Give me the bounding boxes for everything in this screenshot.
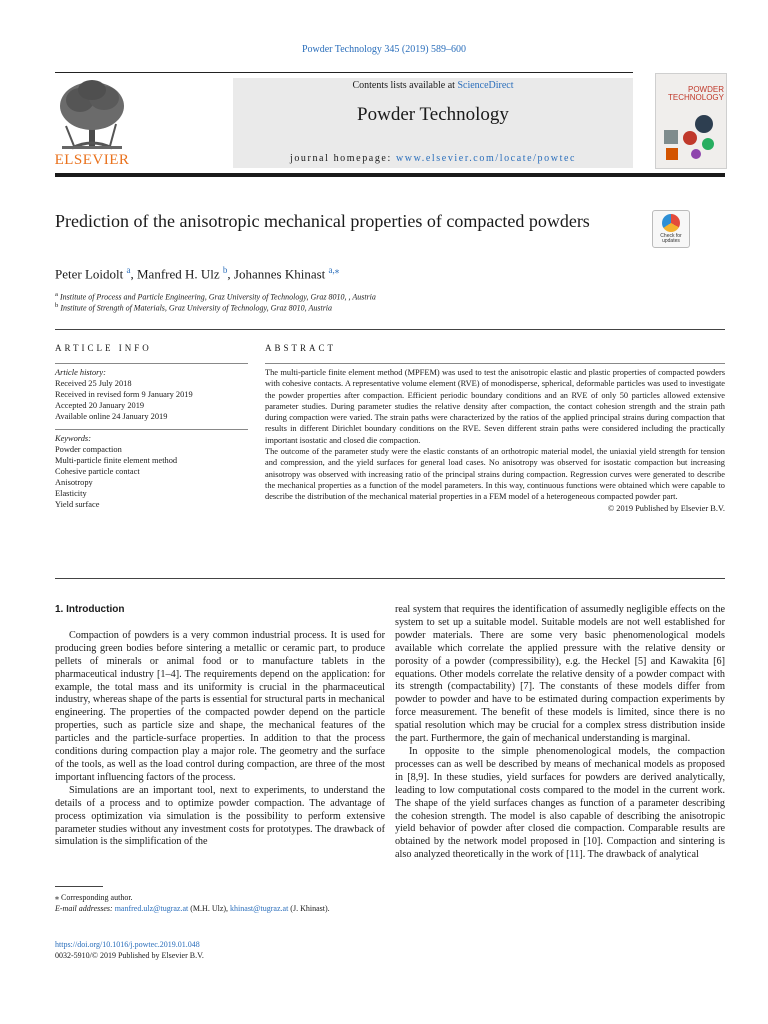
- article-title: Prediction of the anisotropic mechanical properties of compacted powders: [55, 211, 590, 231]
- crossmark-icon: [662, 214, 680, 232]
- author-list: Peter Loidolt $^a$, Manfred H. Ulz $^b$, Johannes Khinast $^{a,⁎}$: [55, 265, 340, 282]
- author-name[interactable]: Manfred H. Ulz: [137, 266, 220, 282]
- keyword: Anisotropy: [55, 478, 93, 487]
- elsevier-wordmark: ELSEVIER: [54, 152, 130, 168]
- contents-line: [233, 80, 633, 91]
- email-link[interactable]: manfred.ulz@tugraz.at: [114, 904, 189, 913]
- body-paragraph: In opposite to the simple phenomenological models, the compaction processes can as well be described by means of mechanical models as proposed in [8,9]. In these studies, yield surfaces for powders are derived analytically, leading to low computational costs compared to the model in the current work. The shape of the yield surfaces changes as function of a parameter describing the cohesion strength. The model is also capable of describing the anisotropic yield behavior of powder after closed die compaction. Comparable results are obtained by the network model proposed in [10]. Compaction and sintering is also analyzed theoretically in the work of [11]. The drawback of analytical: [395, 745, 725, 861]
- email-owner: (J. Khinast).: [288, 904, 330, 913]
- author-affil-sup[interactable]: b: [222, 265, 228, 275]
- keywords: [55, 433, 235, 510]
- body-top-rule: [55, 578, 725, 579]
- keywords-label: Keywords:: [55, 434, 91, 443]
- email-line: [55, 903, 395, 914]
- article-history: [55, 367, 235, 422]
- keyword: Powder compaction: [55, 445, 122, 454]
- abstract-heading: ABSTRACT: [265, 343, 337, 353]
- cover-art-icon: [656, 74, 726, 168]
- email-label: E-mail addresses:: [55, 904, 115, 913]
- history-item: Available online 24 January 2019: [55, 412, 168, 421]
- abstract-paragraph: The outcome of the parameter study were the elastic constants of an orthotropic material model, the uniaxial yield strength for tension and compression, and the yield surfaces for general load cases. No anisotropy was observed for isostatic compaction but increasing anisotropy was observed with increasing ratio of the principal strains during compaction. Regression curves were generated to describe the mechanical properties as a function of the model parameters. In this way, continuous functions were obtained which were capable to describe the distribution of the mechanical material properties in a FEM model of a heterogeneous compacted powder part.: [265, 447, 725, 502]
- journal-homepage: [233, 153, 633, 164]
- check-for-updates-button[interactable]: [652, 210, 690, 248]
- footnote-rule: [55, 886, 103, 887]
- author-affil-sup[interactable]: a,⁎: [328, 265, 340, 275]
- issn-line: 0032-5910/© 2019 Published by Elsevier B.V.: [55, 951, 204, 960]
- keyword: Cohesive particle contact: [55, 467, 140, 476]
- author-affil-sup[interactable]: a: [126, 265, 131, 275]
- history-label: Article history:: [55, 368, 106, 377]
- journal-reference[interactable]: Powder Technology 345 (2019) 589–600: [301, 44, 467, 55]
- author-name[interactable]: Peter Loidolt: [55, 266, 124, 282]
- history-item: Received 25 July 2018: [55, 379, 132, 388]
- keywords-rule: [55, 429, 248, 430]
- header-bottom-rule: [55, 173, 725, 177]
- section-heading-introduction: 1. Introduction: [55, 604, 125, 615]
- affiliation-sup: b: [55, 302, 59, 309]
- author-name[interactable]: Johannes Khinast: [233, 266, 326, 282]
- affiliation: [55, 302, 655, 313]
- history-item: Accepted 20 January 2019: [55, 401, 145, 410]
- email-owner: (M.H. Ulz),: [188, 904, 231, 913]
- section-rule: [55, 329, 725, 330]
- body-paragraph: Simulations are an important tool, next to experiments, to understand the details of a process and to optimize powder compaction. The advantage of process optimization via simulation is the possibility to perform extensive parameter studies without any investment costs for prototypes. The drawback of simulation is the simplification of the: [55, 784, 385, 848]
- header-top-rule: [55, 72, 633, 73]
- doi-link[interactable]: https://doi.org/10.1016/j.powtec.2019.01.048: [55, 940, 200, 949]
- journal-title[interactable]: Powder Technology: [357, 104, 509, 125]
- elsevier-logo[interactable]: [52, 76, 132, 168]
- corresponding-author-note: ⁎ Corresponding author.: [55, 893, 133, 902]
- check-for-updates-label: [653, 234, 689, 244]
- homepage-prefix: journal homepage:: [289, 153, 396, 164]
- article-info-rule: [55, 363, 248, 364]
- article-info-heading: ARTICLE INFO: [55, 343, 152, 353]
- body-paragraph: Compaction of powders is a very common industrial process. It is used for producing green bodies before sintering a metallic or ceramic part, to produce pellets of minerals or animal food or to manufacture tablets in the pharmaceutical industry [1–4]. The requirements depend on the application: for example, the total mass and its uniformity is crucial in the pharmaceutical industry, whereas shape of the parts is essential for structural parts in mechanical engineering. The properties of the compacted powder depend on the particle properties, such as particle size and shape, the mechanical features of the particles and the particle-surface properties. In addition to that the process conditions during compaction play a major role. The geometry and the surface of the tools, as well as the load control during compaction, are three of the most important influencing factors of the process.: [55, 629, 385, 783]
- abstract-copyright: © 2019 Published by Elsevier B.V.: [607, 503, 725, 513]
- doi-block: [55, 939, 395, 961]
- abstract-paragraph: The multi-particle finite element method (MPFEM) was used to test the anisotropic elastic and plastic properties of compacted powders with cohesive contacts. A representative volume element (RVE) of monodisperse, spherical, deformable particles was used to investigate the powder properties after compaction. Efficient periodic boundary conditions and an RVE of only 50 particles allowed extensive parameter studies. During parameter studies the relative density after compaction, the contact cohesion strength and the strain path during compaction were varied. The strain paths were characterized by the ratios of the applied principal strains during compaction that results in different Dirichlet boundary conditions on the RVE. Seven different strain paths were considered including the practically important isostatic and closed die compaction.: [265, 368, 725, 445]
- homepage-link[interactable]: www.elsevier.com/locate/powtec: [395, 153, 577, 164]
- affiliation-text: Institute of Strength of Materials, Graz University of Technology, Graz 8010, Austria: [60, 303, 333, 313]
- contents-prefix: Contents lists available at: [352, 80, 458, 91]
- keyword: Elasticity: [55, 489, 87, 498]
- body-right-column: [395, 604, 725, 862]
- body-paragraph: real system that requires the identification of assumedly negligible effects on the system to set up a suitable model. Suitable models are not well established for powder materials. There are some very basic phenomenological models available which correlate the applied pressure with the relative density or porosity of a powder (compressibility), e.g. the Heckel [5] and Kawakita [6] equations. Other models correlate the relative density of a powder compact with its strength (compactability) [7]. The constants of these models differ from powder to powder and have to be estimated during compaction experiments by force measurement. The benefit of these models is limited, since there is no spatial resolution which may be crucial for a complex stress distribution inside the part. Furthermore, the gain of mechanical understanding is marginal.: [395, 604, 725, 745]
- keyword: Multi-particle finite element method: [55, 456, 178, 465]
- keyword: Yield surface: [55, 500, 100, 509]
- cover-title-line1: POWDER: [688, 85, 724, 94]
- sciencedirect-link[interactable]: ScienceDirect: [457, 80, 514, 91]
- abstract-body: [265, 367, 725, 514]
- check-line1: Check for: [660, 233, 682, 239]
- email-link[interactable]: khinast@tugraz.at: [230, 904, 289, 913]
- cover-title-line2: TECHNOLOGY: [667, 93, 724, 102]
- history-item: Received in revised form 9 January 2019: [55, 390, 193, 399]
- abstract-rule: [265, 363, 725, 364]
- check-line2: updates: [662, 238, 680, 244]
- affiliation-sup: a: [55, 291, 58, 298]
- journal-cover-image[interactable]: [655, 73, 727, 169]
- footnote: [55, 892, 395, 914]
- affiliation: [55, 291, 655, 302]
- body-left-column: [55, 604, 385, 849]
- affiliation-text: Institute of Process and Particle Engineering, Graz University of Technology, Graz 8010, , Austria: [59, 292, 376, 302]
